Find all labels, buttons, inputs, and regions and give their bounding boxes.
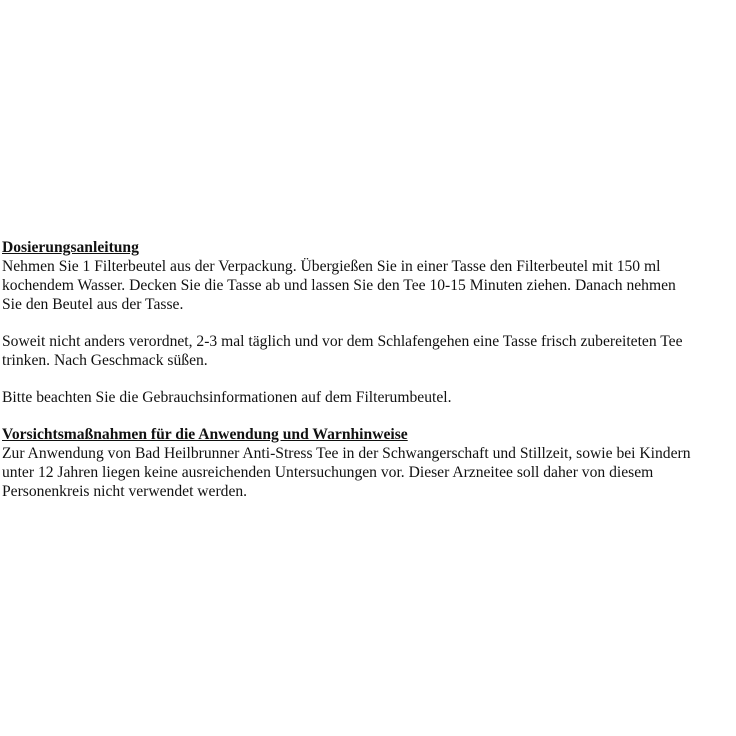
text-line: Bitte beachten Sie die Gebrauchsinformationen auf dem Filterumbeutel.: [2, 389, 452, 406]
precautions-paragraph-1: [2, 444, 736, 496]
text-line: Zur Anwendung von Bad Heilbrunner Anti-Stress Tee in der Schwangerschaft und Stillzeit, sowie bei Kindern: [2, 445, 691, 462]
dosage-paragraph-2: [2, 332, 736, 370]
text-line: Sie den Beutel aus der Tasse.: [2, 296, 184, 313]
dosage-heading: Dosierungsanleitung: [2, 239, 139, 256]
dosage-paragraph-3: [2, 388, 736, 407]
text-line: kochendem Wasser. Decken Sie die Tasse ab und lassen Sie den Tee 10-15 Minuten ziehen. Danach nehmen: [2, 277, 676, 294]
dosage-paragraph-1: [2, 257, 736, 314]
text-line: Personenkreis nicht verwendet werden.: [2, 483, 248, 496]
paragraph-spacer: [2, 314, 736, 332]
text-line: unter 12 Jahren liegen keine ausreichenden Untersuchungen vor. Dieser Arzneitee soll daher von diesem: [2, 464, 654, 481]
paragraph-spacer: [2, 370, 736, 388]
document-body: [2, 238, 736, 496]
text-line: Nehmen Sie 1 Filterbeutel aus der Verpackung. Übergießen Sie in einer Tasse den Filterbeutel mit 150 ml: [2, 258, 661, 275]
text-line: Soweit nicht anders verordnet, 2-3 mal täglich und vor dem Schlafengehen eine Tasse frisch zubereiteten Tee: [2, 333, 683, 350]
text-line: trinken. Nach Geschmack süßen.: [2, 352, 208, 369]
precautions-heading: Vorsichtsmaßnahmen für die Anwendung und Warnhinweise: [2, 426, 408, 443]
paragraph-spacer: [2, 407, 736, 425]
